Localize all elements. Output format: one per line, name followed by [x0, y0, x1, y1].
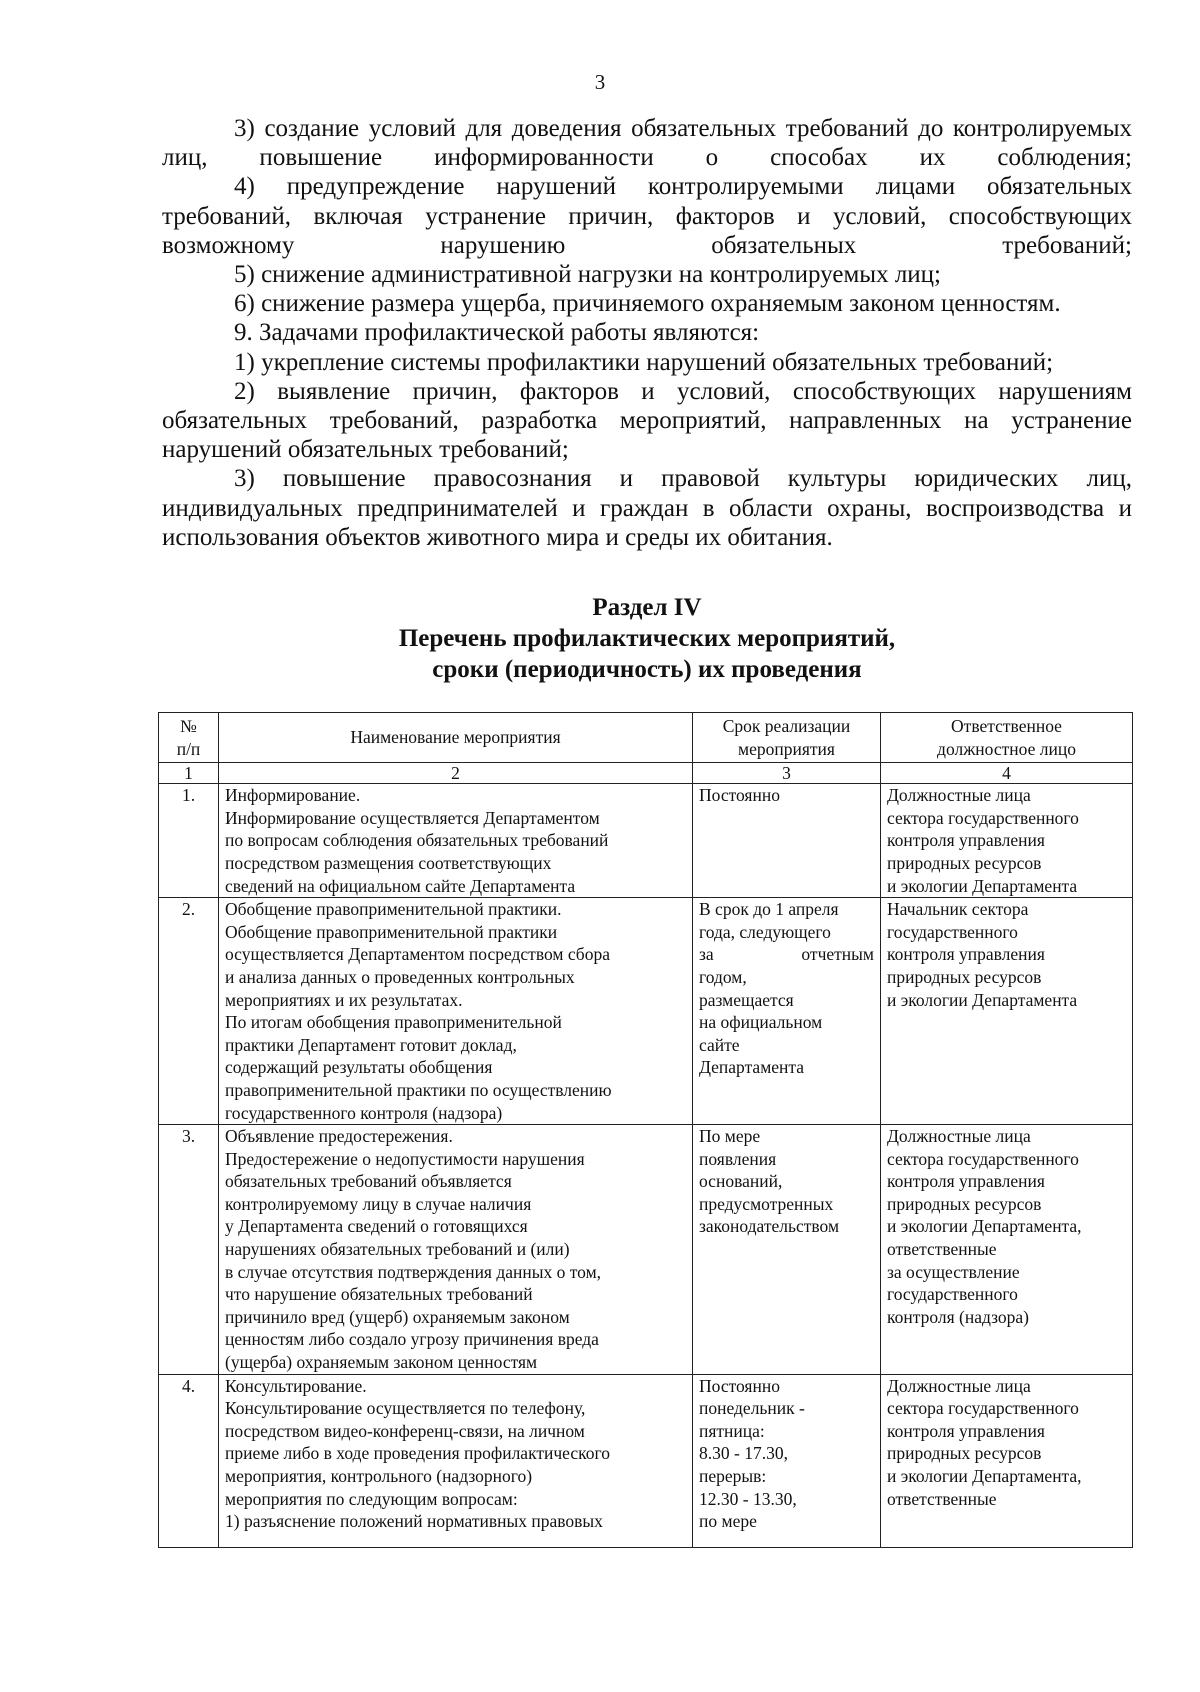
section-subtitle-line: сроки (периодичность) их проведения — [432, 656, 862, 683]
header-name: Наименование мероприятия — [219, 713, 693, 763]
paragraph: 9. Задачами профилактической работы являются: — [234, 319, 760, 347]
table-row — [159, 898, 1133, 1125]
header-num: № п/п — [159, 713, 219, 763]
paragraph: 3) повышение правосознания и правовой культуры юридических лиц, индивидуальных предпринимателей и граждан в области охраны, воспроизводства и использования объектов животного мира и среды их обитания. — [162, 465, 1132, 551]
row-number: 1. — [159, 784, 219, 898]
row-term: В срок до 1 апреля года, следующего за отчетным годом, размещается на официальном сайте Департамента — [693, 898, 881, 1125]
section-heading — [162, 592, 1132, 685]
row-term: Постоянно понедельник - пятница: 8.30 - 17.30, перерыв: 12.30 - 13.30, по мере — [693, 1374, 881, 1547]
row-responsible: Должностные лица сектора государственного контроля управления природных ресурсов и экологии Департамента, ответственные за осуществление государственного контроля (надзора) — [881, 1125, 1133, 1375]
section-title: Раздел IV — [592, 594, 702, 621]
body-text — [162, 114, 1132, 552]
row-number: 3. — [159, 1125, 219, 1375]
measures-table — [158, 712, 1133, 1548]
row-number: 2. — [159, 898, 219, 1125]
column-number: 1 — [159, 763, 219, 784]
row-measure-name: Консультирование. Консультирование осуществляется по телефону, посредством видео-конференц-связи, на личном приеме либо в ходе проведения профилактического мероприятия, контрольного (надзорного) мероприятия по следующим вопросам: 1) разъяснение положений нормативных правовых — [219, 1374, 693, 1547]
paragraph: 6) снижение размера ущерба, причиняемого охраняемым законом ценностям. — [234, 290, 1061, 318]
header-responsible: Ответственное должностное лицо — [881, 713, 1133, 763]
column-number: 2 — [219, 763, 693, 784]
paragraph: 5) снижение административной нагрузки на контролируемых лиц; — [234, 261, 942, 289]
row-responsible: Начальник сектора государственного контроля управления природных ресурсов и экологии Департамента — [881, 898, 1133, 1125]
row-measure-name: Информирование. Информирование осуществляется Департаментом по вопросам соблюдения обязательных требований посредством размещения соответствующих сведений на официальном сайте Департамента — [219, 784, 693, 898]
row-measure-name: Объявление предостережения. Предостережение о недопустимости нарушения обязательных требований объявляется контролируемому лицу в случае наличия у Департамента сведений о готовящихся нарушениях обязательных требований и (или) в случае отсутствия подтверждения данных о том, что нарушение обязательных требований причинило вред (ущерб) охраняемым законом ценностям либо создало угрозу причинения вреда (ущерба) охраняемым законом ценностям — [219, 1125, 693, 1375]
paragraph: 3) создание условий для доведения обязательных требований до контролируемых лиц, повышение информированности о способах их соблюдения; — [162, 115, 1132, 172]
row-responsible: Должностные лица сектора государственного контроля управления природных ресурсов и экологии Департамента, ответственные — [881, 1374, 1133, 1547]
page-number: 3 — [594, 70, 606, 94]
column-numbers-row — [159, 763, 1133, 784]
header-term: Срок реализации мероприятия — [693, 713, 881, 763]
section-subtitle-line: Перечень профилактических мероприятий, — [398, 625, 896, 652]
table-row — [159, 784, 1133, 898]
table-row — [159, 1374, 1133, 1547]
table-header-row — [159, 713, 1133, 763]
column-number: 3 — [693, 763, 881, 784]
paragraph: 1) укрепление системы профилактики нарушений обязательных требований; — [234, 348, 1054, 376]
row-measure-name: Обобщение правоприменительной практики. Обобщение правоприменительной практики осуществляется Департаментом посредством сбора и анализа данных о проведенных контрольных мероприятиях и их результатах. По итогам обобщения правоприменительной практики Департамент готовит доклад, содержащий результаты обобщения правоприменительной практики по осуществлению государственного контроля (надзора) — [219, 898, 693, 1125]
row-term: По мере появления оснований, предусмотренных законодательством — [693, 1125, 881, 1375]
table-row — [159, 1125, 1133, 1375]
paragraph: 4) предупреждение нарушений контролируемыми лицами обязательных требований, включая устранение причин, факторов и условий, способствующих возможному нарушению обязательных требований; — [162, 173, 1132, 259]
row-term: Постоянно — [693, 784, 881, 898]
row-responsible: Должностные лица сектора государственного контроля управления природных ресурсов и экологии Департамента — [881, 784, 1133, 898]
row-number: 4. — [159, 1374, 219, 1547]
column-number: 4 — [881, 763, 1133, 784]
paragraph: 2) выявление причин, факторов и условий, способствующих нарушениям обязательных требований, разработка мероприятий, направленных на устранение нарушений обязательных требований; — [162, 377, 1132, 464]
